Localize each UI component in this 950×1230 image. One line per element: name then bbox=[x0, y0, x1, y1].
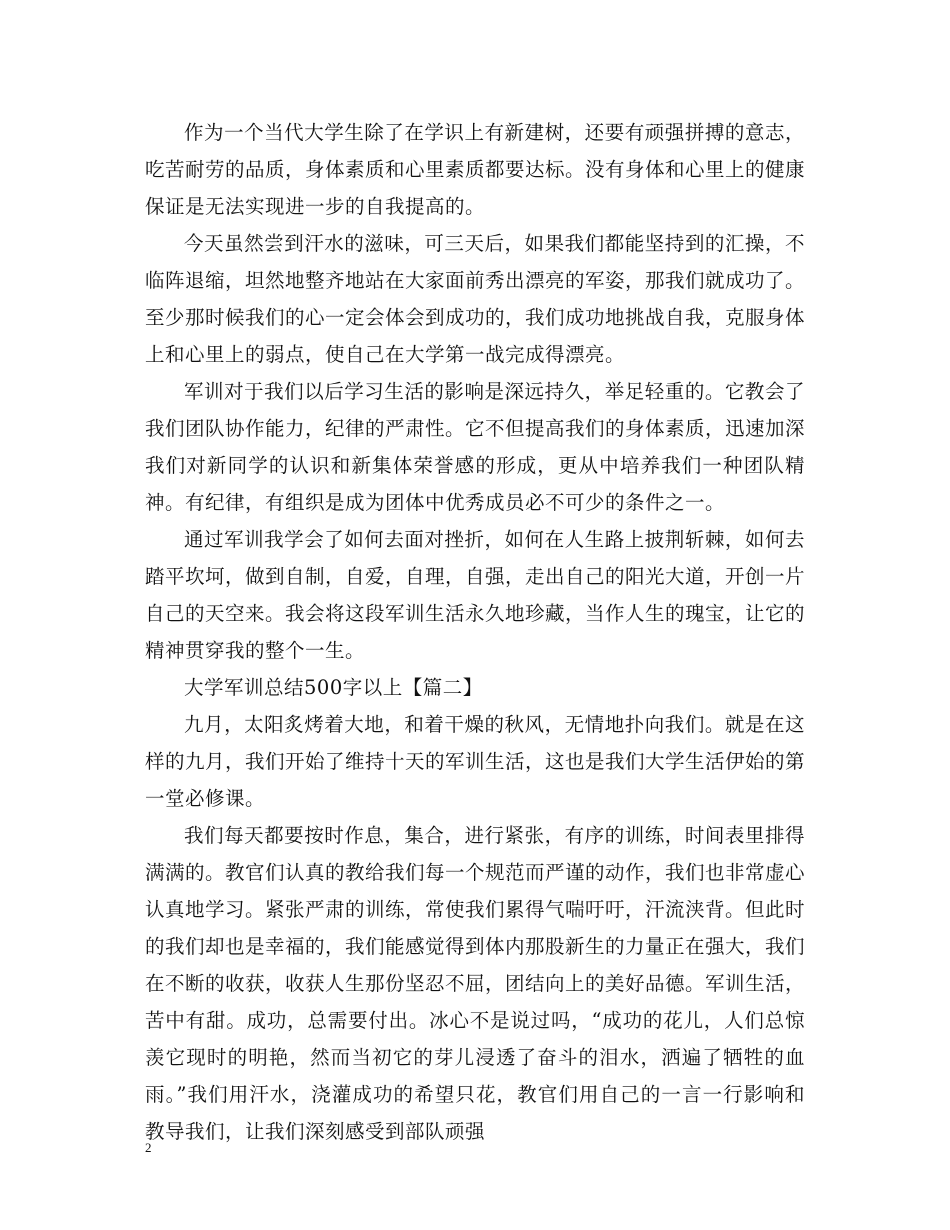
section-heading: 大学军训总结500字以上【篇二】 bbox=[184, 676, 483, 699]
paragraph-5: 九月，太阳炙烤着大地，和着干燥的秋风，无情地扑向我们。就是在这样的九月，我们开始了维持十天的军训生活，这也是我们大学生活伊始的第一堂必修课。 bbox=[145, 713, 806, 810]
paragraph-1: 作为一个当代大学生除了在学识上有新建树，还要有顽强拼搏的意志，吃苦耐劳的品质，身体素质和心里素质都要达标。没有身体和心里上的健康保证是无法实现进一步的自我提高的。 bbox=[145, 121, 806, 218]
paragraph-2: 今天虽然尝到汗水的滋味，可三天后，如果我们都能坚持到的汇操，不临阵退缩，坦然地整齐地站在大家面前秀出漂亮的军姿，那我们就成功了。至少那时候我们的心一定会体会到成功的，我们成功地挑战自我，克服身体上和心里上的弱点，使自己在大学第一战完成得漂亮。 bbox=[145, 232, 806, 366]
paragraph-6: 我们每天都要按时作息，集合，进行紧张，有序的训练，时间表里排得满满的。教官们认真的教给我们每一个规范而严谨的动作，我们也非常虚心认真地学习。紧张严肃的训练，常使我们累得气喘吁吁，汗流浃背。但此时的我们却也是幸福的，我们能感觉得到体内那股新生的力量正在强大，我们在不断的收获，收获人生那份坚忍不屈，团结向上的美好品德。军训生活，苦中有甜。成功，总需要付出。冰心不是说过吗，“成功的花儿，人们总惊羡它现时的明艳，然而当初它的芽儿浸透了奋斗的泪水，洒遍了牺牲的血雨。”我们用汗水，浇灌成功的希望只花，教官们用自己的一言一行影响和教导我们，让我们深刻感受到部队顽强 bbox=[145, 824, 806, 1143]
paragraph-3: 军训对于我们以后学习生活的影响是深远持久，举足轻重的。它教会了我们团队协作能力，纪律的严肃性。它不但提高我们的身体素质，迅速加深我们对新同学的认识和新集体荣誉感的形成，更从中培养我们一种团队精神。有纪律，有组织是成为团体中优秀成员必不可少的条件之一。 bbox=[145, 380, 806, 514]
paragraph-4: 通过军训我学会了如何去面对挫折，如何在人生路上披荆斩棘，如何去踏平坎坷，做到自制，自爱，自理，自强，走出自己的阳光大道，开创一片自己的天空来。我会将这段军训生活永久地珍藏，当作人生的瑰宝，让它的精神贯穿我的整个一生。 bbox=[145, 528, 806, 662]
document-body bbox=[145, 114, 805, 1150]
page-number: 2 bbox=[145, 1140, 152, 1155]
